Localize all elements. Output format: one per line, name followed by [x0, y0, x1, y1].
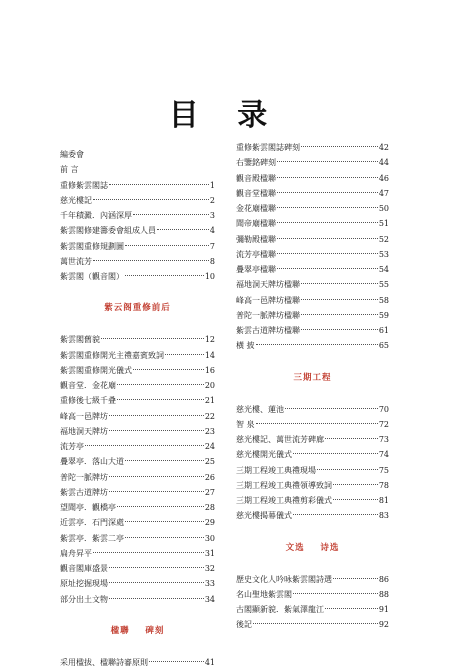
toc-entry-page: 47 [378, 188, 389, 198]
toc-entry [60, 239, 215, 254]
toc-entry [236, 572, 389, 587]
toc-entry-title: 重修紫雲閣誌 [60, 180, 108, 190]
toc-entry-title: 紫雲閣（觀音閣） [60, 272, 124, 281]
toc-entry-page: 30 [204, 533, 215, 543]
toc-entry-title: 疊翠亭．落山大道 [60, 457, 124, 467]
toc-leader-dots [325, 608, 378, 609]
toc-leader-dots [301, 283, 378, 284]
toc-entry-title: 紫雲閣重修開光主禮嘉賓致詞 [60, 350, 164, 360]
toc-leader-dots [93, 552, 204, 553]
toc-entry [236, 140, 389, 155]
toc-entry-title: 疊翠亭楹聯 [236, 265, 276, 274]
toc-entry-title: 紫雲古道牌坊楹聯 [236, 326, 300, 335]
toc-entry-title: 金花廟楹聯 [236, 204, 276, 213]
toc-leader-dots [301, 314, 378, 315]
toc-leader-dots [333, 578, 378, 579]
toc-entry-page: 21 [204, 396, 215, 406]
toc-leader-dots [125, 460, 204, 461]
toc-entry [60, 561, 215, 576]
toc-entry-title: 三期工程竣工典禮領導致詞 [236, 480, 332, 490]
toc-entry-title: 橫 披 [236, 341, 255, 351]
toc-entry [236, 155, 389, 170]
toc-entry-title: 紫雲亭．紫雲二亭 [60, 533, 124, 543]
toc-entry-title: 扁舟昇平 [60, 548, 92, 558]
toc-leader-dots [109, 598, 204, 599]
toc-entry-title: 紫雲閣重修規劃圖 [60, 241, 124, 251]
toc-entry-page: 53 [378, 249, 389, 259]
toc-entry [60, 348, 215, 363]
toc-entry-title: 紫雲古道牌坊 [60, 487, 108, 497]
toc-entry [60, 223, 215, 238]
toc-entry-page: 14 [204, 350, 215, 360]
toc-leader-dots [277, 207, 378, 208]
toc-entry-page: 58 [378, 295, 389, 305]
toc-entry-title: 采用楹拔、楹聯詩審原則 [60, 657, 148, 667]
toc-entry-page: 51 [378, 219, 389, 229]
section-heading-renovation: 紫云阁重修前后 [104, 303, 171, 314]
toc-leader-dots [149, 661, 204, 662]
toc-entry-page: 86 [378, 574, 389, 584]
toc-entry [236, 417, 389, 432]
toc-leader-dots [109, 567, 204, 568]
toc-leader-dots [109, 491, 204, 492]
toc-leader-dots [277, 192, 378, 193]
toc-leader-dots [285, 408, 378, 409]
toc-leader-dots [293, 514, 378, 515]
toc-entry-title: 重修紫雲閣誌碑刻 [236, 143, 300, 152]
toc-entry-page: 31 [204, 548, 215, 558]
toc-entry-page: 12 [204, 335, 215, 345]
toc-leader-dots [125, 521, 204, 522]
toc-entry [60, 332, 215, 347]
toc-leader-dots [325, 438, 378, 439]
toc-entry [236, 338, 389, 353]
toc-leader-dots [101, 338, 204, 339]
toc-entry-page: 72 [378, 419, 389, 429]
toc-entry-page: 70 [378, 404, 389, 414]
toc-entry [60, 254, 215, 269]
toc-leader-dots [293, 593, 378, 594]
toc-right-column [236, 140, 389, 633]
toc-leader-dots [301, 146, 378, 147]
toc-entry-title: 編委會 [60, 150, 84, 159]
toc-entry-page: 42 [378, 143, 389, 152]
toc-entry [236, 432, 389, 447]
toc-entry [236, 602, 389, 617]
toc-entry-title: 千年積澱．內涵深厚 [60, 211, 132, 220]
toc-entry-title: 慈光樓、蓮池 [236, 404, 284, 414]
toc-entry-title: 慈光樓記 [60, 195, 92, 205]
toc-entry-title: 峰高一邑牌坊楹聯 [236, 295, 300, 305]
toc-entry-page: 81 [378, 496, 389, 505]
toc-entry [236, 247, 389, 262]
toc-entry-title: 紫雲閣重修開光儀式 [60, 365, 132, 375]
toc-entry-page: 29 [204, 518, 215, 528]
toc-group-couplets-intro [60, 655, 215, 670]
toc-entry-title: 彌勒殿楹聯 [236, 234, 276, 244]
toc-entry-title: 歷史文化人吟咏紫雲閣詩選 [236, 574, 332, 584]
toc-entry-page: 28 [204, 503, 215, 512]
toc-entry-title: 右鑒銘碑刻 [236, 158, 276, 168]
toc-entry-page: 75 [378, 465, 389, 475]
toc-entry [236, 186, 389, 201]
toc-entry [60, 546, 215, 561]
toc-group-couplets [236, 140, 389, 354]
toc-entry-title: 智 泉 [236, 419, 255, 429]
toc-group-front-matter [60, 147, 215, 284]
toc-entry-page: 7 [209, 241, 215, 251]
toc-entry-title: 望聞亭．觀橋亭 [60, 503, 116, 512]
toc-entry-page: 20 [204, 381, 215, 390]
toc-entry-title: 慈光樓記、萬世流芳碑廊 [236, 435, 324, 444]
toc-entry [60, 655, 215, 670]
toc-entry [236, 171, 389, 186]
toc-leader-dots [333, 484, 378, 485]
toc-leader-dots [93, 260, 209, 261]
toc-entry-title: 後記 [236, 620, 252, 630]
toc-entry-title: 部分出土文物 [60, 594, 108, 604]
toc-entry-page: 33 [204, 579, 215, 589]
toc-leader-dots [256, 423, 378, 424]
toc-entry-title: 福地洞天牌坊楹聯 [236, 280, 300, 290]
section-heading-poetry-selection: 文选 诗选 [285, 542, 340, 553]
toc-entry [60, 378, 215, 393]
toc-entry-title: 福地洞天牌坊 [60, 426, 108, 436]
toc-leader-dots [125, 537, 204, 538]
toc-leader-dots [85, 445, 204, 446]
toc-entry-title: 普陀一脈牌坊楹聯 [236, 310, 300, 320]
toc-leader-dots [109, 476, 204, 477]
toc-entry-page: 54 [378, 265, 389, 274]
toc-entry-title: 流芳亭楹聯 [236, 249, 276, 259]
toc-leader-dots [109, 582, 204, 583]
toc-entry [236, 447, 389, 462]
toc-entry [60, 162, 215, 177]
toc-entry-title: 古閣顯新貌．紫氣澤龍江 [236, 605, 324, 614]
toc-entry-page: 73 [378, 435, 389, 444]
toc-entry-page: 34 [204, 594, 215, 604]
toc-leader-dots [277, 268, 378, 269]
toc-entry [236, 323, 389, 338]
toc-entry-page: 65 [378, 341, 389, 351]
toc-entry-title: 紫雲閣舊貌 [60, 335, 100, 345]
toc-entry-page: 2 [209, 195, 215, 205]
toc-leader-dots [117, 399, 204, 400]
toc-entry-page: 46 [378, 173, 389, 183]
toc-leader-dots [109, 415, 204, 416]
toc-entry-page: 23 [204, 426, 215, 436]
toc-entry [60, 193, 215, 208]
toc-entry-title: 三期工程竣工典禮剪彩儀式 [236, 496, 332, 505]
toc-leader-dots [165, 354, 204, 355]
toc-entry [60, 515, 215, 530]
toc-entry-page: 3 [209, 211, 215, 220]
toc-leader-dots [157, 229, 209, 230]
toc-leader-dots [117, 506, 204, 507]
toc-entry [236, 402, 389, 417]
toc-entry-title: 三期工程竣工典禮現場 [236, 465, 316, 475]
toc-entry-page: 52 [378, 234, 389, 244]
toc-entry-page: 32 [204, 564, 215, 573]
toc-leader-dots [253, 623, 378, 624]
toc-entry-title: 觀音堂楹聯 [236, 188, 276, 198]
toc-entry-page: 74 [378, 450, 389, 460]
toc-entry [60, 592, 215, 607]
toc-entry-page: 50 [378, 204, 389, 213]
toc-entry-title: 聞帝廟楹聯 [236, 219, 276, 229]
toc-entry-title: 原址挖掘現場 [60, 579, 108, 589]
toc-entry-page: 83 [378, 511, 389, 521]
toc-leader-dots [333, 499, 378, 500]
toc-entry [60, 439, 215, 454]
toc-entry-page: 10 [204, 272, 215, 281]
toc-entry-page: 4 [209, 226, 215, 236]
toc-entry [236, 232, 389, 247]
toc-entry-page: 55 [378, 280, 389, 290]
toc-entry [236, 262, 389, 277]
toc-group-renovation [60, 332, 215, 607]
section-heading-phase-three: 三期工程 [293, 372, 332, 383]
toc-entry [60, 424, 215, 439]
section-heading-couplets-inscriptions: 楹聯 碑刻 [110, 625, 165, 636]
toc-leader-dots [317, 469, 378, 470]
toc-entry [60, 363, 215, 378]
toc-entry-title: 紫雲閣修建籌委會組成人員 [60, 226, 156, 236]
toc-entry-page: 78 [378, 480, 389, 490]
toc-leader-dots [109, 184, 209, 185]
toc-leader-dots [277, 238, 378, 239]
toc-entry [236, 201, 389, 216]
toc-entry [60, 500, 215, 515]
toc-entry-title: 峰高一邑牌坊 [60, 411, 108, 421]
toc-entry-title: 重修後七級千叠 [60, 396, 116, 406]
toc-leader-dots [277, 161, 378, 162]
toc-group-poetry [236, 572, 389, 633]
toc-entry [60, 531, 215, 546]
toc-entry [236, 293, 389, 308]
toc-leader-dots [125, 245, 209, 246]
toc-entry-page: 8 [209, 256, 215, 266]
toc-entry-page: 91 [378, 605, 389, 614]
toc-leader-dots [117, 384, 204, 385]
toc-leader-dots [133, 214, 209, 215]
toc-entry [60, 409, 215, 424]
toc-entry-page: 88 [378, 589, 389, 599]
toc-entry-title: 流芳亭 [60, 442, 84, 451]
toc-leader-dots [301, 329, 378, 330]
toc-leader-dots [293, 453, 378, 454]
toc-entry-page: 26 [204, 472, 215, 482]
toc-entry [60, 178, 215, 193]
toc-leader-dots [277, 222, 378, 223]
toc-leader-dots [301, 299, 378, 300]
toc-entry [236, 508, 389, 523]
toc-entry-title: 觀音堂．金花廟 [60, 381, 116, 390]
toc-entry [236, 216, 389, 231]
toc-entry [236, 587, 389, 602]
toc-entry-page: 92 [378, 620, 389, 630]
toc-entry [60, 269, 215, 284]
toc-entry-page: 59 [378, 310, 389, 320]
toc-entry-title: 萬世流芳 [60, 256, 92, 266]
toc-entry-title: 觀音閣庫盛景 [60, 564, 108, 573]
toc-entry-title: 普陀一脈牌坊 [60, 472, 108, 482]
toc-entry [60, 485, 215, 500]
toc-entry-title: 慈光樓揭幕儀式 [236, 511, 292, 521]
toc-group-phase-three [236, 402, 389, 524]
toc-leader-dots [277, 177, 378, 178]
toc-entry [236, 493, 389, 508]
toc-entry [236, 277, 389, 292]
toc-entry [236, 478, 389, 493]
toc-entry-page: 16 [204, 365, 215, 375]
page-title: 目 录 [168, 98, 282, 133]
toc-leader-dots [93, 199, 209, 200]
toc-entry [60, 393, 215, 408]
toc-leader-dots [109, 430, 204, 431]
toc-entry [236, 463, 389, 478]
toc-entry [60, 576, 215, 591]
toc-entry [236, 617, 389, 632]
toc-leader-dots [277, 253, 378, 254]
toc-leader-dots [125, 275, 204, 276]
toc-leader-dots [256, 344, 378, 345]
toc-entry-page: 24 [204, 442, 215, 451]
toc-entry-title: 近雲亭．石門深處 [60, 518, 124, 528]
toc-entry [60, 208, 215, 223]
toc-entry-page: 61 [378, 326, 389, 335]
toc-entry-page: 25 [204, 457, 215, 467]
toc-entry [60, 147, 215, 162]
toc-entry [236, 308, 389, 323]
toc-entry-page: 1 [209, 180, 215, 190]
toc-leader-dots [133, 369, 204, 370]
toc-entry-page: 41 [204, 657, 215, 667]
toc-entry [60, 454, 215, 469]
toc-entry-title: 慈光樓開光儀式 [236, 450, 292, 460]
toc-entry-page: 44 [378, 158, 389, 168]
toc-entry-page: 27 [204, 487, 215, 497]
toc-entry-title: 名山聖地紫雲閣 [236, 589, 292, 599]
toc-entry-title: 觀音殿楹聯 [236, 173, 276, 183]
toc-entry-page: 22 [204, 411, 215, 421]
toc-entry [60, 470, 215, 485]
toc-left-column [60, 147, 215, 670]
toc-entry-title: 前 言 [60, 165, 79, 175]
